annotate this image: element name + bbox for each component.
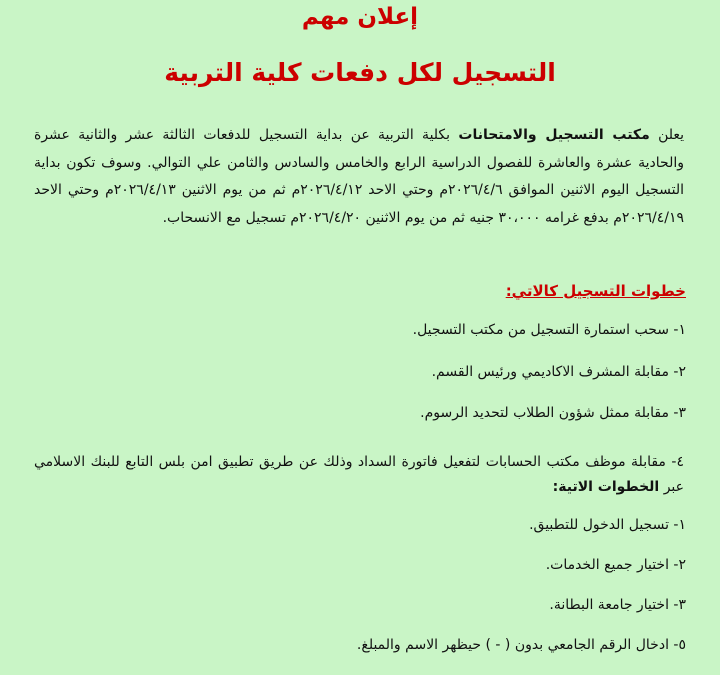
substep-item: ٥- ادخال الرقم الجامعي بدون ( - ) حيظهر الاسم والمبلغ. [356,637,686,653]
step-item: ١- سحب استمارة التسجيل من مكتب التسجيل. [412,322,686,338]
intro-office-name: مكتب التسجيل والامتحانات [458,127,650,143]
intro-body: بكلية التربية عن بداية التسجيل للدفعات الثالثة عشر والثانية عشرة والحادية عشرة والعاشرة للفصول الدراسية الرابع والخامس والسادس والثامن علي التوالي. وسوف تكون بداية التسجيل اليوم الاثنين الموافق ٢٠٢٦/٤/٦م وحتي الاحد ٢٠٢٦/٤/١٢م ثم من يوم الاثنين ٢٠٢٦/٤/١٣م وحتي الاحد ٢٠٢٦/٤/١٩م بدفع غرامه ٣٠،٠٠٠ جنيه ثم من يوم الاثنين ٢٠٢٦/٤/٢٠م تسجيل مع الانسحاب. [34,127,684,226]
step-4-text: ٤- مقابلة موظف مكتب الحسابات لتفعيل فاتورة السداد وذلك عن طريق تطبيق امن بلس التابع للبنك الاسلامي عبر [34,454,684,495]
substep-item: ١- تسجيل الدخول للتطبيق. [529,517,686,533]
step-4-bold: الخطوات الاتية: [552,479,660,495]
steps-heading: خطوات التسجيل كالاتي: [505,282,686,300]
substep-item: ٣- اختيار جامعة البطانة. [549,597,686,613]
substep-item: ٢- اختيار جميع الخدمات. [545,557,686,573]
step-item: ٢- مقابلة المشرف الاكاديمي ورئيس القسم. [431,364,686,380]
intro-paragraph [34,122,684,232]
step-item: ٣- مقابلة ممثل شؤون الطلاب لتحديد الرسوم. [420,405,686,421]
step-4-paragraph [34,450,684,500]
announcement-title: إعلان مهم [301,4,419,30]
announcement-subtitle: التسجيل لكل دفعات كلية التربية [164,58,556,87]
intro-prefix: يعلن [658,127,685,143]
